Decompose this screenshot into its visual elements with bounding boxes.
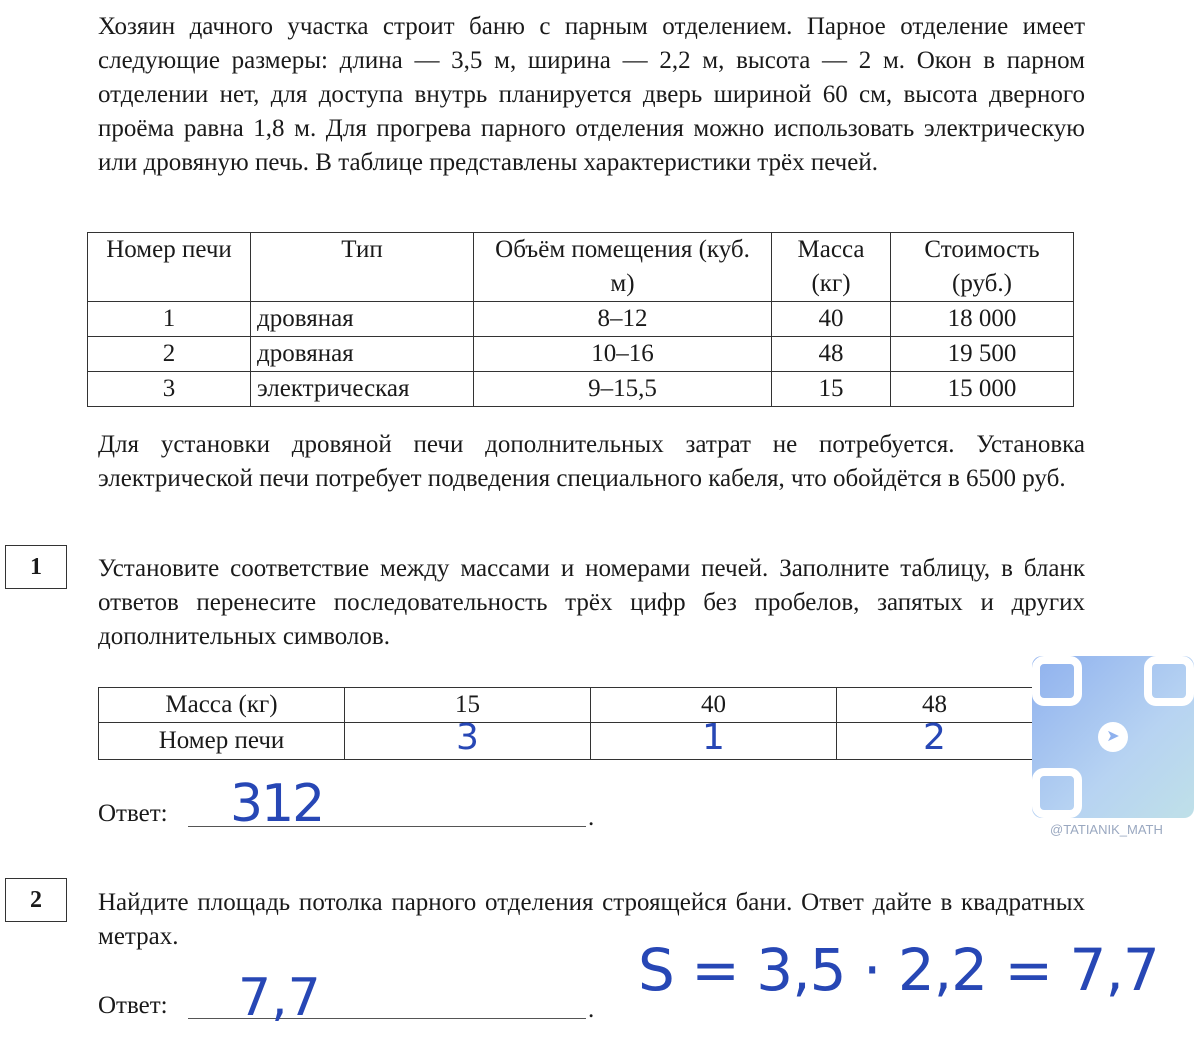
qr-finder xyxy=(1144,656,1194,706)
cell: 40 xyxy=(772,302,891,337)
cell: 2 xyxy=(88,337,251,372)
cell: 3 xyxy=(88,372,251,407)
handwritten-digit: 3 xyxy=(456,717,479,758)
stoves-table xyxy=(87,232,1074,407)
handwritten-digit: 2 xyxy=(923,717,946,758)
task-number-box: 1 xyxy=(5,545,67,589)
task2-text: Найдите площадь потолка парного отделения строящейся бани. Ответ дайте в квадратных метрах. xyxy=(98,889,1085,950)
cell: 15 000 xyxy=(891,372,1074,407)
telegram-icon: ➤ xyxy=(1098,722,1128,752)
answer-cell[interactable] xyxy=(591,717,837,760)
table-row xyxy=(88,372,1074,407)
cell: 1 xyxy=(88,302,251,337)
watermark-handle: @TATIANIK_MATH xyxy=(1050,822,1163,837)
header-cell: Номер печи xyxy=(88,233,251,302)
header-cell: Масса (кг) xyxy=(772,233,891,302)
cell: 19 500 xyxy=(891,337,1074,372)
cell: 15 xyxy=(772,372,891,407)
cell: 8–12 xyxy=(474,302,772,337)
dot: . xyxy=(588,804,595,831)
handwritten-answer: 312 xyxy=(230,774,324,834)
cell: электрическая xyxy=(251,372,474,407)
qr-finder xyxy=(1032,656,1082,706)
handwritten-answer: 7,7 xyxy=(238,968,321,1028)
cell: 48 xyxy=(772,337,891,372)
handwritten-formula: S = 3,5 · 2,2 = 7,7 xyxy=(638,936,1159,1004)
handwritten-digit: 1 xyxy=(702,717,725,758)
qr-finder xyxy=(1032,768,1082,818)
table-row xyxy=(99,688,1033,723)
cell: 48 xyxy=(837,688,1033,723)
row-label: Масса (кг) xyxy=(99,688,345,723)
cell: 9–15,5 xyxy=(474,372,772,407)
header-cell: Объём помещения (куб. м) xyxy=(474,233,772,302)
task1-text: Установите соответствие между массами и номерами печей. Заполните таблицу, в бланк ответов перенесите последовательность трёх цифр без пробелов, запятых и других дополнительных символов. xyxy=(98,555,1085,650)
answer-label: Ответ: xyxy=(98,992,168,1019)
answer-cell[interactable] xyxy=(345,717,591,760)
cell: дровяная xyxy=(251,337,474,372)
cell: 15 xyxy=(345,688,591,723)
cell: 40 xyxy=(591,688,837,723)
header-cell: Тип xyxy=(251,233,474,302)
dot: . xyxy=(588,996,595,1023)
note-paragraph: Для установки дровяной печи дополнительных затрат не потребуется. Установка электрической печи потребует подведения специального кабеля, что обойдётся в 6500 руб. xyxy=(98,431,1085,492)
task-number-box: 2 xyxy=(5,878,67,922)
table-row xyxy=(99,723,1033,760)
table-row xyxy=(88,337,1074,372)
header-cell: Стоимость (руб.) xyxy=(891,233,1074,302)
intro-paragraph: Хозяин дачного участка строит баню с парным отделением. Парное отделение имеет следующие размеры: длина — 3,5 м, ширина — 2,2 м, высота — 2 м. Окон в парном отделении нет, для доступа внутрь планируется дверь шириной 60 см, высота дверного проёма равна 1,8 м. Для прогрева парного отделения можно использовать электрическую или дровяную печь. В таблице представлены характеристики трёх печей. xyxy=(98,13,1085,176)
answer-label: Ответ: xyxy=(98,800,168,827)
task2-answer xyxy=(98,968,595,1028)
telegram-qr-code-icon xyxy=(1032,656,1194,818)
cell: 10–16 xyxy=(474,337,772,372)
cell: 18 000 xyxy=(891,302,1074,337)
row-label: Номер печи xyxy=(99,723,345,760)
table-header-row xyxy=(88,233,1074,302)
answer-cell[interactable] xyxy=(837,717,1033,760)
task1-answer xyxy=(98,774,595,834)
mass-stove-table xyxy=(98,687,1033,760)
table-row xyxy=(88,302,1074,337)
cell: дровяная xyxy=(251,302,474,337)
